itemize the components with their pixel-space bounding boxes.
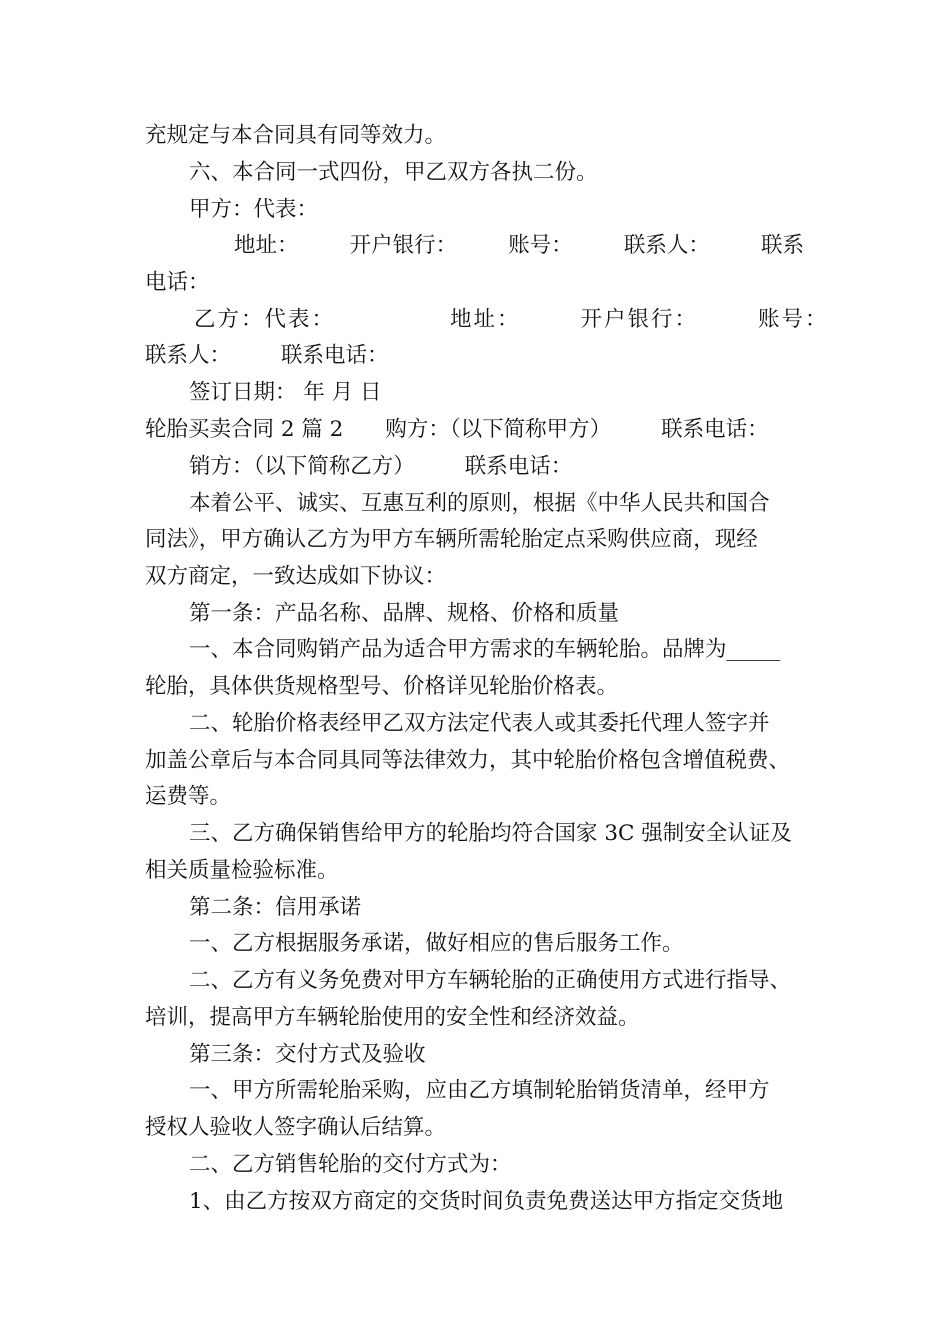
- contact-label: 联系人：: [145, 343, 232, 368]
- address-label: 地址：: [234, 233, 299, 258]
- paragraph-line: 三、乙方确保销售给甲方的轮胎均符合国家 3C 强制安全认证及: [189, 821, 792, 846]
- paragraph-line: 1、由乙方按双方商定的交货时间负责免费送达甲方指定交货地: [189, 1189, 784, 1214]
- buyer-label: 购方：（以下简称甲方）: [385, 417, 612, 442]
- party-b-info-line: [194, 302, 829, 338]
- contract-title: 轮胎买卖合同 2 篇 2: [145, 417, 344, 442]
- article-heading: 第三条：交付方式及验收: [189, 1042, 426, 1067]
- seller-phone-label: 联系电话：: [464, 454, 573, 479]
- text-line: 甲方：代表：: [189, 197, 319, 222]
- seller-label: 销方：（以下简称乙方）: [189, 454, 415, 479]
- paragraph-line: 加盖公章后与本合同具同等法律效力，其中轮胎价格包含增值税费、: [145, 748, 791, 773]
- contact-phone-label-start: 联系: [760, 233, 804, 258]
- paragraph-line: 二、轮胎价格表经甲乙双方法定代表人或其委托代理人签字并: [189, 711, 770, 736]
- party-b-rep-label: 乙方：代表：: [194, 307, 336, 332]
- paragraph-line: 培训，提高甲方车辆轮胎使用的安全性和经济效益。: [145, 1005, 640, 1030]
- paragraph-line: 一、甲方所需轮胎采购，应由乙方填制轮胎销货清单，经甲方: [189, 1078, 770, 1103]
- contact-label: 联系人：: [623, 233, 710, 258]
- buyer-phone-label: 联系电话：: [661, 417, 769, 442]
- paragraph-line: 轮胎，具体供货规格型号、价格详见轮胎价格表。: [145, 674, 619, 699]
- article-heading: 第二条：信用承诺: [189, 895, 362, 920]
- paragraph-line: 一、乙方根据服务承诺，做好相应的售后服务工作。: [189, 931, 684, 956]
- bank-label: 开户银行：: [349, 233, 458, 258]
- article-heading: 第一条：产品名称、品牌、规格、价格和质量: [189, 601, 620, 626]
- contract-2-header-line: [145, 412, 815, 448]
- text-line: 电话：: [145, 270, 210, 295]
- paragraph-line: 同法》，甲方确认乙方为甲方车辆所需轮胎定点采购供应商，现经: [145, 527, 758, 552]
- account-label: 账号：: [508, 233, 573, 258]
- text-line: 充规定与本合同具有同等效力。: [145, 123, 447, 148]
- paragraph-line: 双方商定，一致达成如下协议：: [145, 564, 447, 589]
- party-a-info-line: [234, 228, 804, 264]
- paragraph-line: 本着公平、诚实、互惠互利的原则，根据《中华人民共和国合: [189, 491, 770, 516]
- paragraph-line: 运费等。: [145, 784, 232, 809]
- paragraph-line: 一、本合同购销产品为适合甲方需求的车辆轮胎。品牌为_____: [189, 637, 781, 662]
- seller-line: [189, 449, 815, 485]
- paragraph-line: 二、乙方销售轮胎的交付方式为：: [189, 1152, 512, 1177]
- bank-label: 开户银行：: [580, 307, 699, 332]
- text-line: 六、本合同一式四份，甲乙双方各执二份。: [189, 160, 598, 185]
- paragraph-line: 二、乙方有义务免费对甲方车辆轮胎的正确使用方式进行指导、: [189, 968, 792, 993]
- sign-date-line: 签订日期： 年 月 日: [189, 380, 382, 405]
- paragraph-line: 授权人验收人签字确认后结算。: [145, 1115, 447, 1140]
- account-label: 账号：: [758, 307, 829, 332]
- party-b-contact-line: [145, 338, 815, 374]
- paragraph-line: 相关质量检验标准。: [145, 858, 339, 883]
- address-label: 地址：: [450, 307, 521, 332]
- contact-phone-label: 联系电话：: [281, 343, 389, 368]
